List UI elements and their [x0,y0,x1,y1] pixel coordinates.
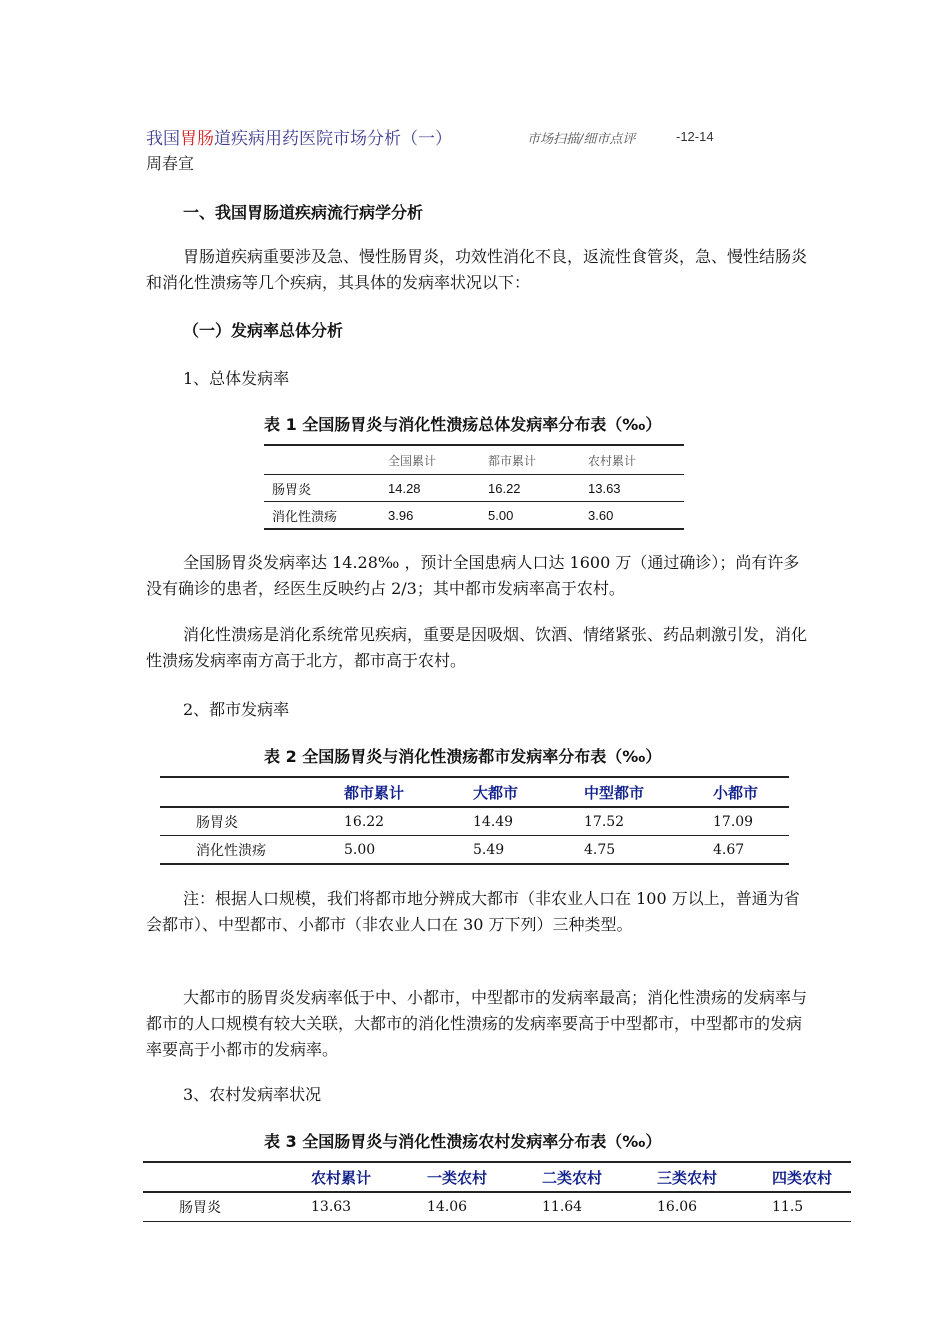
title-highlight: 胃肠 [180,129,214,149]
table-header-cell: 农村累计 [588,445,684,475]
table-header-cell: 一类农村 [427,1162,542,1192]
table-cell: 5.49 [473,841,505,858]
table-cell: 17.09 [713,807,789,836]
section-heading: 一、我国胃肠道疾病流行病学分析 [183,203,424,222]
table-cell: 13.63 [311,1199,352,1215]
item-heading-2: 2、都市发病率 [183,700,290,719]
table-cell: 5.00 [488,507,514,523]
paragraph-gastritis: 全国肠胃炎发病率达 14.28‰ ，预计全国患病人口达 1600 万（通过确诊）；尚有许多没有确诊的患者，经医生反映约占 2/3；其中都市发病率高于农村。 [146,553,800,598]
table-header-cell [264,445,388,475]
table-cell: 16.06 [657,1199,698,1215]
table-cell: 14.06 [427,1199,468,1215]
table-row [160,807,789,836]
row-label: 消化性溃疡 [196,842,266,859]
publish-date: -12-14 [676,129,714,144]
table-cell: 16.22 [344,807,473,836]
table-header-cell: 都市累计 [344,777,473,807]
table1 [264,444,684,530]
table-header-cell: 二类农村 [542,1162,657,1192]
table2-caption: 表 2 全国肠胃炎与消化性溃疡都市发病率分布表（‰） [264,747,662,766]
table-header-cell [143,1162,311,1192]
table-cell: 4.67 [713,841,745,858]
author-name: 周春宣 [146,154,195,173]
column-tag: 市场扫描/细市点评 [527,132,636,147]
table-cell: 14.49 [473,807,584,836]
table-header-cell: 四类农村 [772,1162,851,1192]
table-header-cell [160,777,344,807]
table-header-cell: 三类农村 [657,1162,772,1192]
table-header-row [160,777,789,807]
table-header-row [264,445,684,475]
title-prefix: 我国 [146,129,180,149]
table-cell: 13.63 [588,475,684,502]
table-cell: 3.60 [588,507,614,523]
table-cell: 11.5 [772,1199,804,1215]
table-row [143,1192,851,1222]
table2 [160,776,789,865]
table1-caption: 表 1 全国肠胃炎与消化性溃疡总体发病率分布表（‰） [264,415,662,434]
table-cell: 14.28 [388,475,488,502]
table3 [143,1161,851,1222]
table-header-cell: 全国累计 [388,445,488,475]
subsection-heading: （一）发病率总体分析 [183,321,344,340]
table-row [264,502,684,530]
document-title [146,124,452,149]
table3-caption: 表 3 全国肠胃炎与消化性溃疡农村发病率分布表（‰） [264,1132,662,1151]
item-heading-3: 3、农村发病率状况 [183,1085,322,1104]
title-suffix: 道疾病用药医院市场分析（一） [214,129,452,149]
table-header-cell: 农村累计 [311,1162,427,1192]
row-label: 肠胃炎 [160,807,344,836]
table-cell: 4.75 [584,841,616,858]
row-label: 消化性溃疡 [272,509,338,525]
intro-paragraph: 胃肠道疾病重要涉及急、慢性肠胃炎，功效性消化不良，返流性食管炎，急、慢性结肠炎和消化性溃疡等几个疾病，其具体的发病率状况以下： [146,247,808,292]
paragraph-ulcer: 消化性溃疡是消化系统常见疾病，重要是因吸烟、饮酒、情绪紧张、药品刺激引发，消化性溃疡发病率南方高于北方，都市高于农村。 [146,625,808,670]
table-cell: 5.00 [344,841,376,858]
paragraph-city: 大都市的肠胃炎发病率低于中、小都市，中型都市的发病率最高；消化性溃疡的发病率与都市的人口规模有较大关联，大都市的消化性溃疡的发病率要高于中型都市，中型都市的发病率要高于小都市的发病率。 [146,988,808,1059]
table-cell: 3.96 [388,507,414,523]
table-header-cell: 中型都市 [584,777,713,807]
table-header-row [143,1162,851,1192]
table-header-cell: 都市累计 [488,445,588,475]
table-row [160,836,789,865]
table-cell: 16.22 [488,475,588,502]
note-paragraph: 注：根据人口规模，我们将都市地分辨成大都市（非农业人口在 100 万以上，普通为省会都市）、中型都市、小都市（非农业人口在 30 万下列）三种类型。 [146,889,800,934]
table-cell: 11.64 [542,1199,583,1215]
row-label: 肠胃炎 [264,475,388,502]
table-header-cell: 小都市 [713,777,789,807]
table-cell: 17.52 [584,807,713,836]
row-label: 肠胃炎 [179,1200,221,1216]
item-heading-1: 1、总体发病率 [183,369,290,388]
table-header-cell: 大都市 [473,777,584,807]
table-row [264,475,684,502]
